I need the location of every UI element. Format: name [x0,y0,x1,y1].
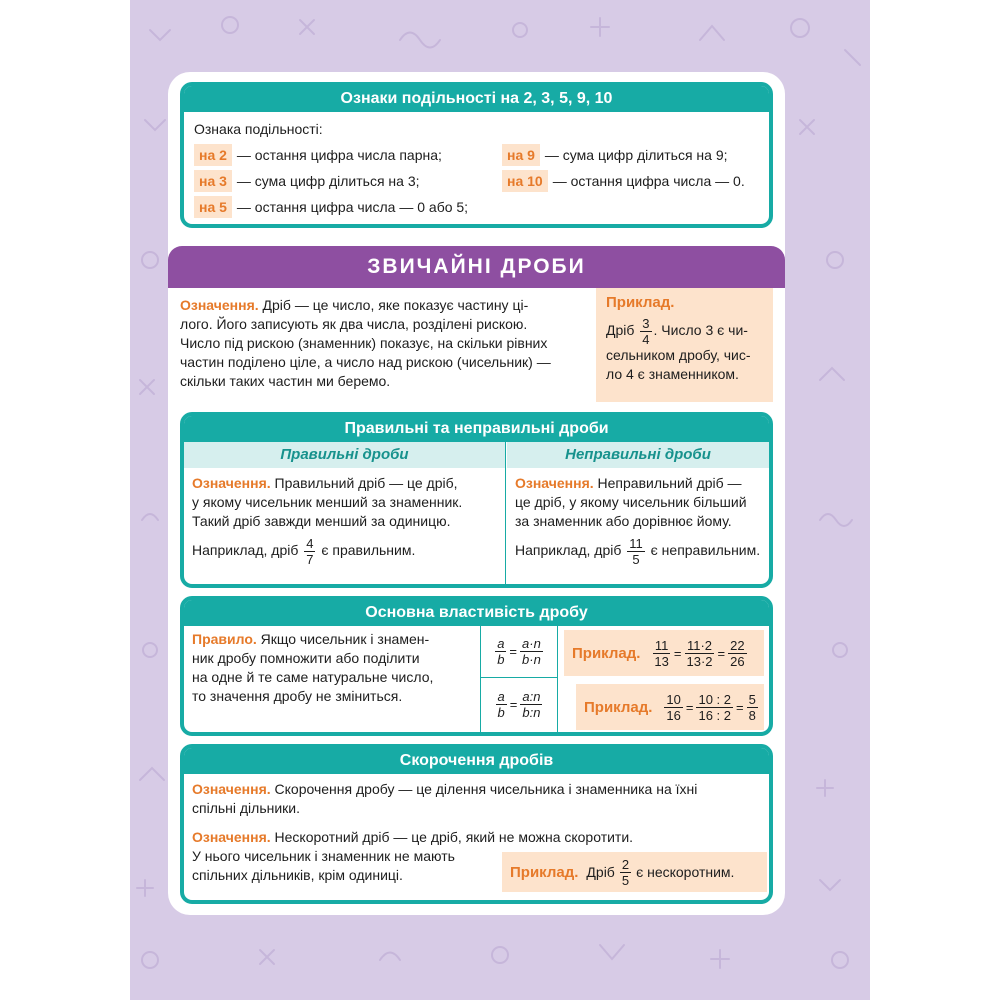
rule-text: — остання цифра числа — 0 або 5; [236,199,469,215]
property-title: Основна властивість дробу [184,600,769,626]
fractions-example-box [596,288,773,402]
definition-label: Означення. [192,781,271,797]
rule-text: — сума цифр ділиться на 9; [544,147,728,163]
proper-subhead: Правильні дроби [184,442,505,468]
definition-line: Число під рискою (знаменник) показує, на скільки рівних [180,335,548,351]
improper-definition: Означення. Неправильний дріб — це дріб, у якому чисельник більший за знаменник або дорівнює йому. Наприклад, дріб $\frac{11}{5}$ є неправильним. [515,475,761,567]
definition-label: Означення. [192,829,271,845]
rule-tag: на 2 [194,144,232,166]
improper-example: Наприклад, дріб $\frac{11}{5}$ є неправильним. [515,536,761,567]
divisibility-box [180,82,773,228]
definition-label: Означення. [180,297,259,313]
rule-tag: на 10 [502,170,548,192]
reduction-title: Скорочення дробів [184,748,769,774]
rule-tag: на 5 [194,196,232,218]
example-line: Дріб $\frac{3}{4}$ . Число 3 є чи- [606,316,748,347]
fraction-11-5: $\frac{11}{5}$ [629,536,643,567]
fraction-3-4: $\frac{3}{4}$ [642,316,650,347]
rule-10 [502,170,772,196]
fractions-heading: ЗВИЧАЙНІ ДРОБИ [168,246,785,288]
definition-label: Означення. [515,475,594,491]
rule-5 [194,196,494,222]
content-card [168,72,785,915]
reduction-definition-1: Означення. Скорочення дробу — це ділення чисельника і знаменника на їхні спільні дільники. [192,781,698,816]
rule-label: Правило. [192,631,257,647]
divisibility-title: Ознаки подільності на 2, 3, 5, 9, 10 [184,86,769,112]
proper-title: Правильні та неправильні дроби [184,416,769,442]
rule-2 [194,144,494,170]
proper-example: Наприклад, дріб $\frac{4}{7}$ є правильним. [192,536,416,567]
rule-9 [502,144,772,170]
proper-column [184,442,506,584]
reduction-example: Приклад. Дріб $\frac{2}{5}$ є нескоротним. [502,852,767,892]
improper-subhead: Неправильні дроби [507,442,769,468]
property-formulas [480,626,558,732]
example-label: Приклад. [606,294,675,311]
fraction-2-5: $\frac{2}{5}$ [621,856,630,888]
property-example-2: Приклад. $\frac{10}{16}$ = $\frac{10 : 2}{16 : 2}$ = $\frac{5}{8}$ [576,684,764,730]
fractions-definition [180,296,590,391]
rule-text: — остання цифра числа парна; [236,147,442,163]
rule-text: — сума цифр ділиться на 3; [236,173,420,189]
divisibility-rules-left [194,144,494,222]
formula-divide: $\frac{a}{b}$ = $\frac{a:n}{b:n}$ [497,689,541,720]
rule-tag: на 3 [194,170,232,192]
property-rule: Правило. Якщо чисельник і знамен- ник дробу помножити або поділити на одне й те саме натуральне число, то значення дробу не зміниться. [192,631,434,704]
example-line: ло 4 є знаменником. [606,366,739,382]
proper-definition: Означення. Правильний дріб — це дріб, у якому чисельник менший за знаменник. Такий дріб завжди менший за одиницю. Наприклад, дріб $\frac{4}{7}$ є правильним. [184,468,505,566]
example-line: сельником дробу, чис- [606,347,751,363]
rule-text: — остання цифра числа — 0. [552,173,745,189]
fraction-4-7: $\frac{4}{7}$ [306,536,314,567]
reduction-box [180,744,773,904]
definition-label: Означення. [192,475,271,491]
divisibility-rules-right [502,144,772,196]
reduction-definition-2: Означення. Нескоротний дріб — це дріб, який не можна скоротити. У нього чисельник і знаменник не мають спільних дільників, крім одиниці. [192,829,634,883]
definition-line: Означення. Дріб — це число, яке показує частину ці- [180,297,529,313]
property-example-1: Приклад. $\frac{11}{13}$ = $\frac{11\cdot 2}{13\cdot 2}$ = $\frac{22}{26}$ [564,630,764,676]
divisibility-intro: Ознака подільності: [194,121,323,137]
improper-column [507,442,769,584]
rule-3 [194,170,494,196]
proper-fractions-box [180,412,773,588]
definition-line: частин поділено ціле, а число над рискою (чисельник) — [180,354,551,370]
rule-tag: на 9 [502,144,540,166]
formula-multiply: $\frac{a}{b}$ = $\frac{a\cdot n}{b\cdot n}$ [481,626,557,678]
definition-line: лого. Його записують як два числа, розділені рискою. [180,316,528,332]
main-property-box [180,596,773,736]
definition-line: скільки таких частин ми беремо. [180,373,391,389]
